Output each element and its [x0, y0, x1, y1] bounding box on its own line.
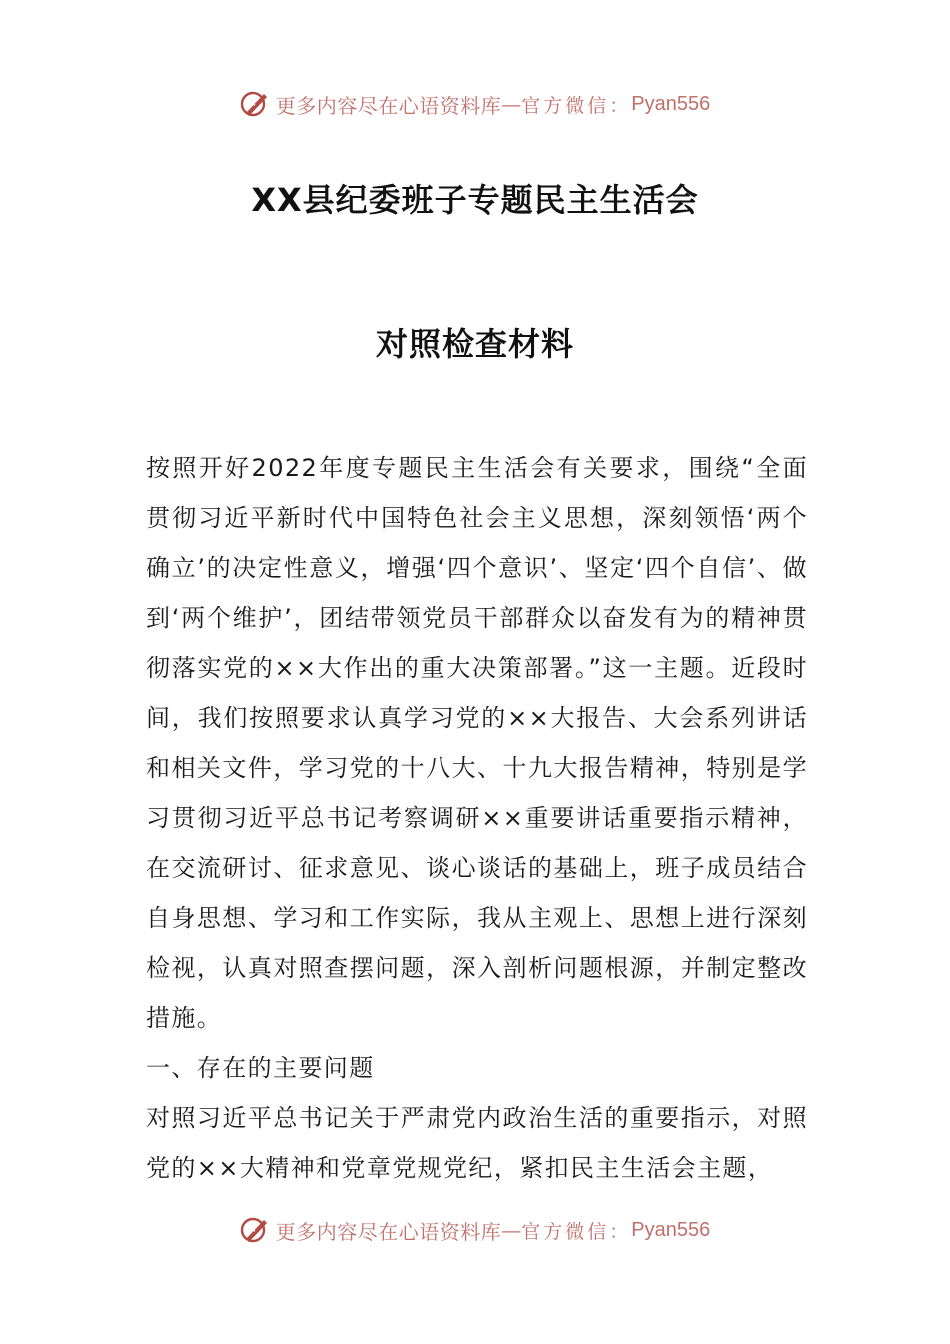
- body-paragraph-section-1: 对照习近平总书记关于严肃党内政治生活的重要指示，对照党的××大精神和党章党规党纪，紧扣民主生活会主题，: [146, 1104, 808, 1182]
- section-heading: 一、存在的主要问题: [146, 1054, 375, 1082]
- document-title: XX县纪委班子专题民主生活会: [251, 181, 699, 219]
- document-body: [146, 443, 808, 1193]
- banner-dash: —: [501, 1218, 522, 1242]
- banner-contact-label: 官方微信：: [521, 1220, 632, 1243]
- banner-site-text: 更多内容尽在心语资料库: [275, 93, 502, 118]
- banner-contact-label: 官方微信：: [521, 94, 632, 117]
- banner-dash: —: [501, 92, 522, 116]
- footer-banner: [0, 1210, 950, 1250]
- banner-site-text: 更多内容尽在心语资料库: [275, 1219, 502, 1244]
- document-subtitle: 对照检查材料: [375, 325, 574, 363]
- body-paragraph-intro: 按照开好2022年度专题民主生活会有关要求，围绕“全面贯彻习近平新时代中国特色社会主义思想，深刻领悟‘两个确立’的决定性意义，增强‘四个意识’、坚定‘四个自信’、做到‘两个维护’，团结带领党员干部群众以奋发有为的精神贯彻落实党的××大作出的重大决策部署。”这一主题。近段时间，我们按照要求认真学习党的××大报告、大会系列讲话和相关文件，学习党的十八大、十九大报告精神，特别是学习贯彻习近平总书记考察调研××重要讲话重要指示精神，在交流研讨、征求意见、谈心谈话的基础上，班子成员结合自身思想、学习和工作实际，我从主观上、思想上进行深刻检视，认真对照查摆问题，深入剖析问题根源，并制定整改措施。: [146, 454, 808, 1032]
- banner-contact-id: Pyan556: [631, 92, 711, 115]
- pen-logo-icon: [240, 89, 270, 119]
- pen-logo-icon: [240, 1215, 270, 1245]
- banner-contact-id: Pyan556: [631, 1218, 711, 1241]
- header-banner: [0, 84, 950, 124]
